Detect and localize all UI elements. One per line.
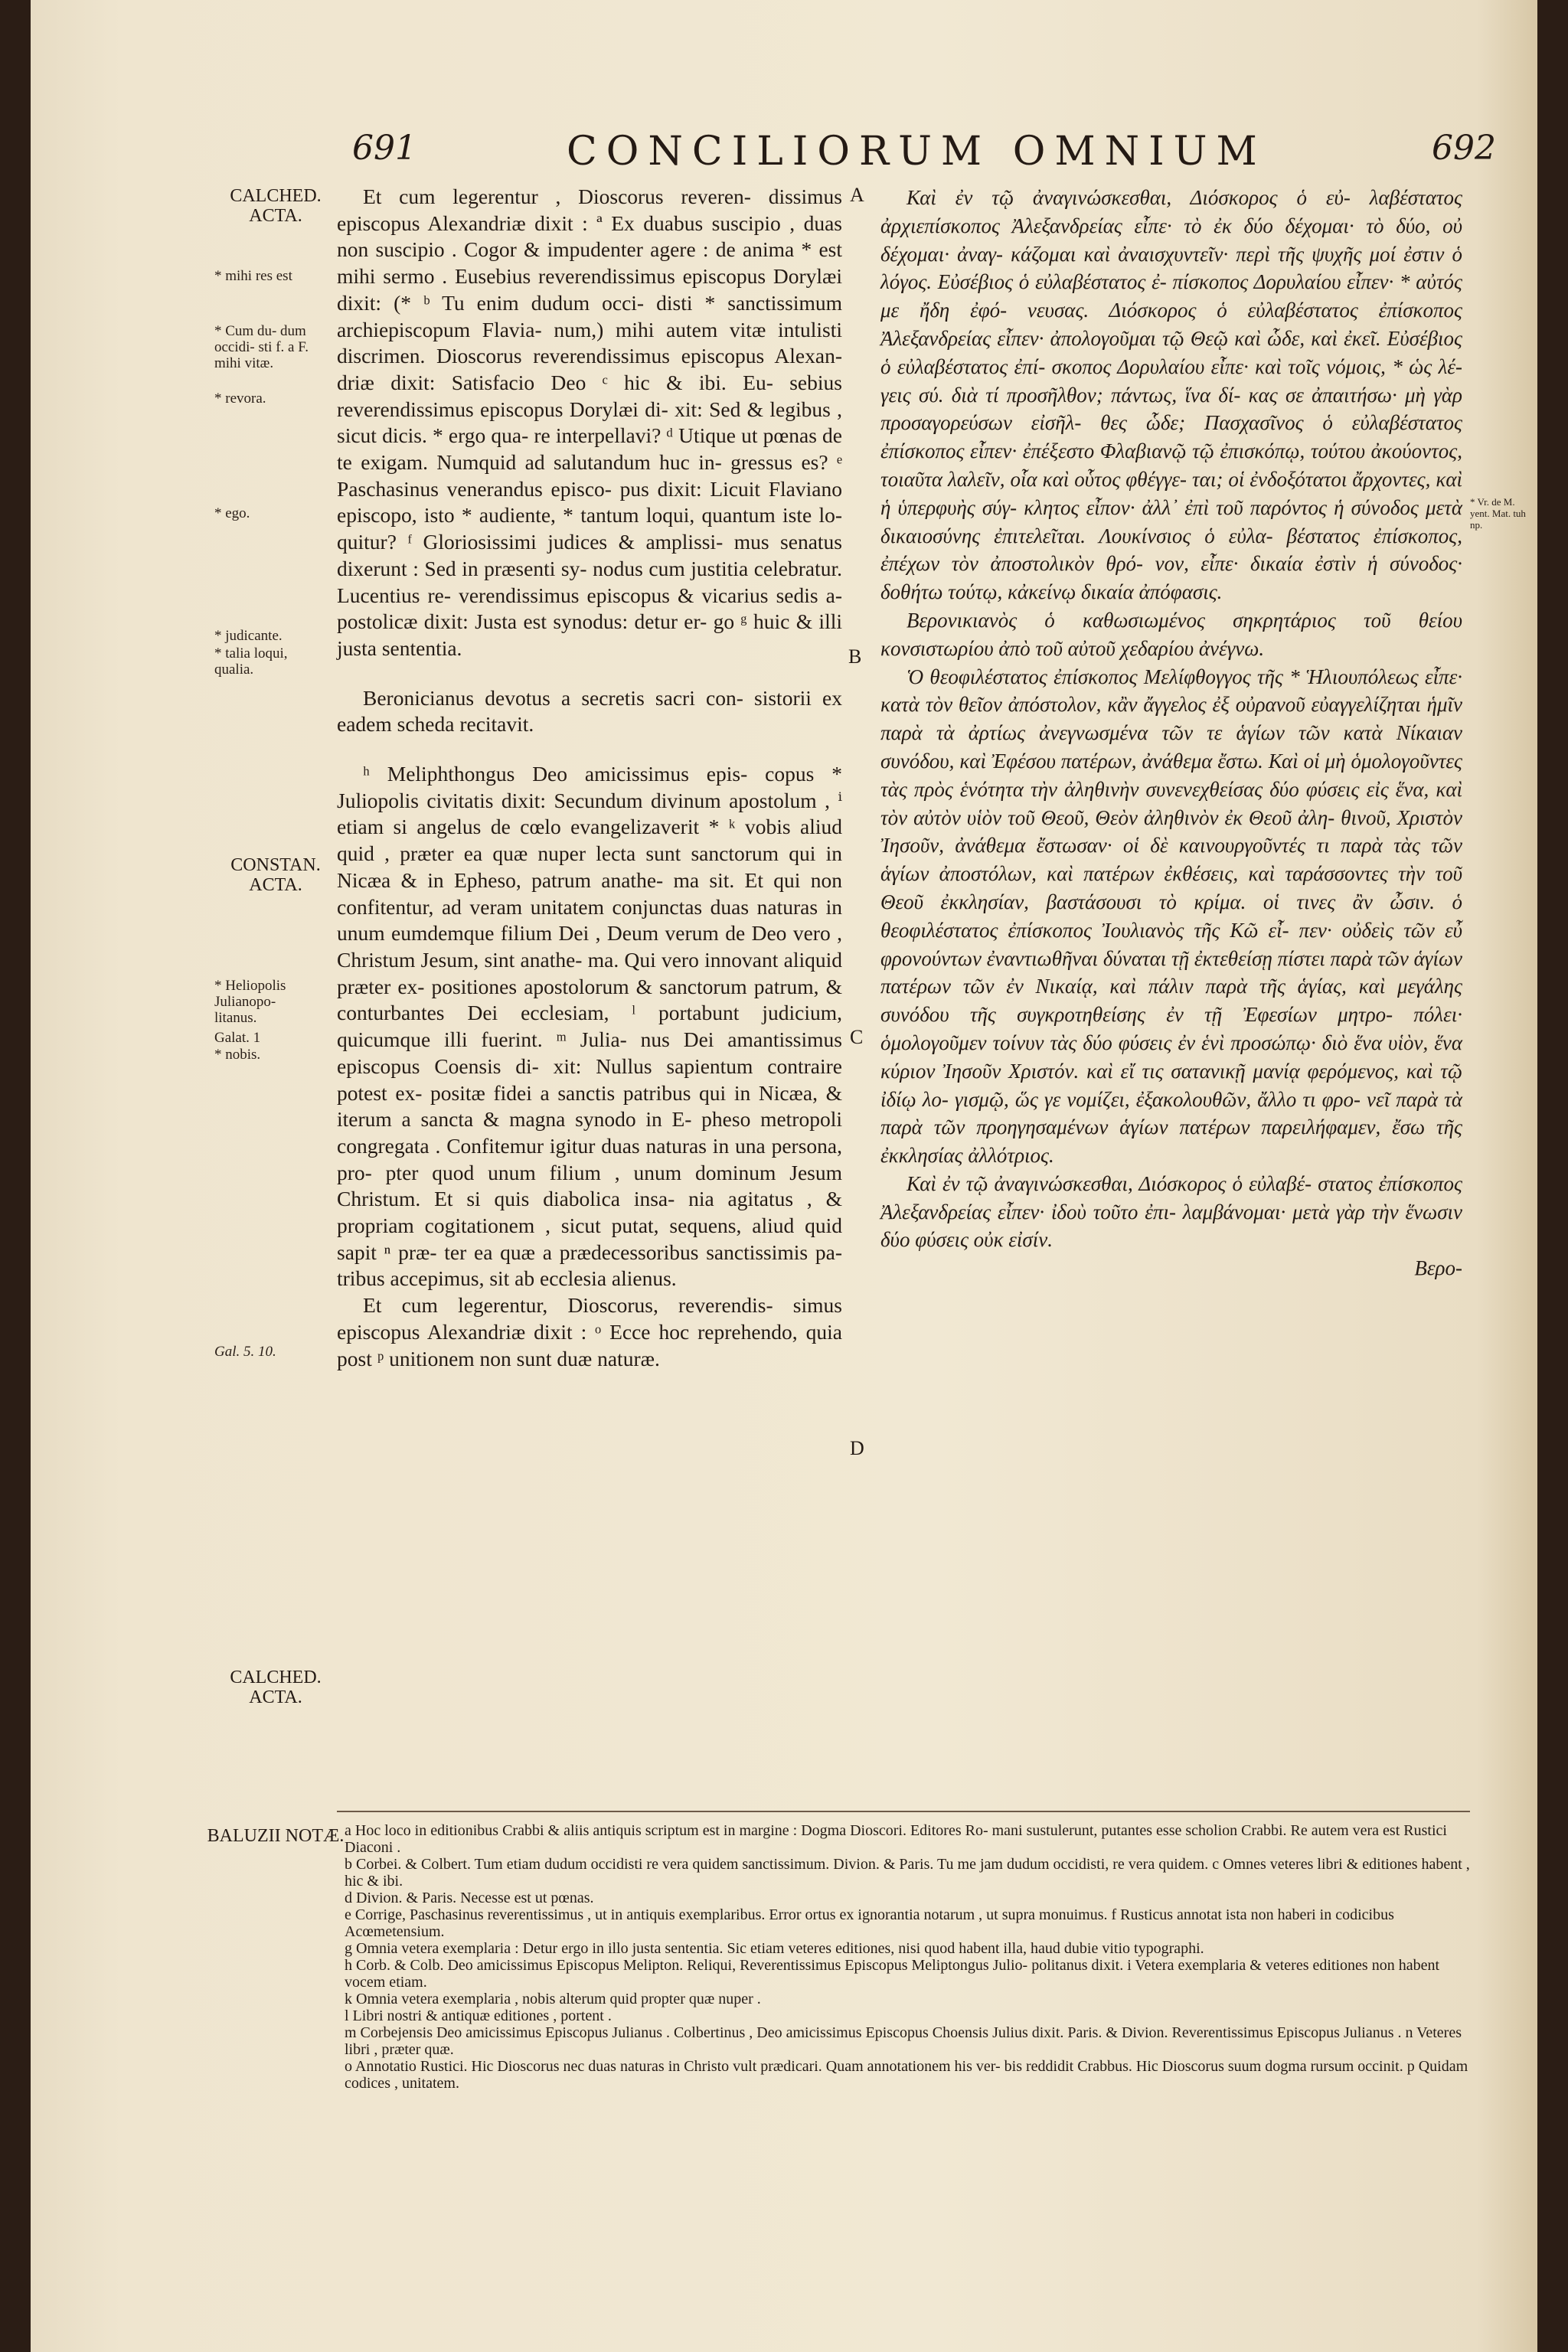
- footnotes: [345, 1822, 1470, 2092]
- running-title: CONCILIORUM OMNIUM: [567, 129, 1266, 175]
- footnote: e Corrige, Paschasinus reverentissimus , ut in antiquis exemplaribus. Error ortus ex ignorantia notarum , ut supra monuimus. f Rusticus annotat ista non haberi in codicibus Acœmetensium.: [345, 1906, 1394, 1940]
- margin-note: * Cum du- dum occidi- sti f. a F. mihi vitæ.: [214, 323, 309, 371]
- footnote: h Corb. & Colb. Deo amicissimus Episcopus Melipton. Reliqui, Reverentissimus Episcopus Meliptongus Julio- politanus dixit. i Vetera exemplaria & veteres editiones non habent vocem etiam.: [345, 1957, 1439, 1991]
- greek-paragraph: Βερονικιανὸς ὁ καθωσιωμένος σηκρητάριος τοῦ θείου κονσιστωρίου ἀπὸ τοῦ αὐτοῦ χεδαρίου ἀνέγνω.: [880, 608, 1462, 660]
- margin-note: * revora.: [214, 390, 266, 407]
- latin-paragraph: Et cum legerentur, Dioscorus, reverendis- simus episcopus Alexandriæ dixit : ᵒ Ecce hoc reprehendo, quia post ᵖ unitionem non sunt duæ naturæ.: [337, 1293, 842, 1370]
- footnote: k Omnia vetera exemplaria , nobis alterum quid propter quæ nuper .: [345, 1991, 761, 2007]
- greek-paragraph: Καὶ ἐν τῷ ἀναγινώσκεσθαι, Διόσκορος ὁ εὐ- λαβέστατος ἀρχιεπίσκοπος Ἀλεξανδρείας εἶπε· τὸ ἐκ δύο δέχομαι· τὸ δύο, οὐ δέχομαι· ἀναγ- κάζομαι καὶ ἀναισχυντεῖν· περὶ τῆς ψυχῆς μοί ἐστιν ὁ λόγος. Εὐσέβιος ὁ εὐλαβέστατος ἐ- πίσκοπος Δορυλαίου εἶπεν· * αὐτός με ἤδη ἐφό- νευσας. Διόσκορος ὁ εὐλαβέστατος ἐπίσκοπος Ἀλεξανδρείας εἶπεν· ἀπολογοῦμαι τῷ Θεῷ καὶ ὧδε, καὶ ἐκεῖ. Εὐσέβιος ὁ εὐλαβέστατος ἐπί- σκοπος Δορυλαίου εἶπε· καὶ τοῖς νόμοις, * ὡς λέ- γεις σύ. διὰ τί προσῆλθον; πάντως, ἵνα δί- κας σε ἀπαιτήσω· μὴ γὰρ προσαγορεύσων εἰσῆλ- θες ὧδε; Πασχασῖνος ὁ εὐλαβέστατος ἐπίσκοπος εἶπεν· ἐπέξεστο Φλαβιανῷ τῷ ἐπισκόπῳ, τούτου ἀκούοντος, τοιαῦτα λαλεῖν, οἷα καὶ οὗτος φθέγγε- ται; οἱ ἐνδοξότατοι ἄρχοντες, καὶ ἡ ὑπερφυὴς σύγ- κλητος εἶπον· ἀλλ᾽ ἐπὶ τοῦ παρόντος ἡ σύνοδος μετὰ δικαιοσύνης ἐπιτελεῖται. Λουκίνσιος ὁ εὐλα- βέστατος ἐπίσκοπος, ἐπέχων τὸν ἀποστολικὸν θρό- νον, εἶπε· δικαία ἐστὶν ἡ σύνοδος· δοθήτω τούτῳ, κἀκείνῳ δικαία ἀπόφασις.: [880, 186, 1462, 604]
- margin-note: * Heliopolis Julianopo- litanus.: [214, 978, 286, 1026]
- section-label-calched-2: CALCHED. ACTA.: [230, 1668, 322, 1707]
- column-letter: A: [850, 184, 864, 206]
- footnote-rule: [337, 1811, 1470, 1812]
- margin-note: Galat. 1: [214, 1030, 261, 1046]
- latin-paragraph: ʰ Meliphthongus Deo amicissimus epis- copus * Juliopolis civitatis dixit: Secundum divinum apostolum , ⁱ etiam si angelus de cœlo evangelizaverit * ᵏ vobis aliud quid , præter ea quæ nuper lecta sunt sanctorum qui in Nicæa & in Ephesо, patrum anathe- ma sit. Et qui non confitentur, ad veram unitatem conjunctas duas naturas in unum eumdemque filium Dei , Deum verum de Deo vero , Christum Jesum, sint anathe- ma. Qui vero innovant aliquid præter ex- positiones apostolorum & sanctorum patrum, & conturbantes Dei ecclesiam, ˡ portabunt judicium, quicumque illi fuerint. ᵐ Julia- nus Dei amantissimus episcopus Coensis di- xit: Nullus sapientum contraire potest ex- positæ fidei a sanctis patribus qui in Nicæa, & iterum a sancta & magna synodo in E- pheso metropoli congregata . Confitemur igitur duas naturas in una persona, pro- pter quod unum filium , unum dominum Jesum Christum. Et si quis diabolica insa- nia agitatus , & propriam cogitationem , sicut putat, sequens, aliud quid sapit ⁿ præ- ter ea quæ a prædecessoribus sanctissimis pa- tribus accepimus, sit ab ecclesia alienus.: [337, 762, 842, 1291]
- footnote: b Corbei. & Colbert. Tum etiam dudum occidisti re vera quidem sanctissimum. Divion. & Paris. Tu me jam dudum occidisti, re vera quidem. c Omnes veteres libri & editiones habent , hic & ibi.: [345, 1856, 1470, 1890]
- page-number-left: 691: [352, 129, 416, 168]
- footnote: m Corbejensis Deo amicissimus Episcopus Julianus . Colbertinus , Deo amicissimus Episcopus Choensis Julius dixit. Paris. & Divion. Reverentissimus Episcopus Julianus . n Veteres libri , præter quæ.: [345, 2024, 1462, 2058]
- right-margin-note: * Vr. de M. yent. Mat. tuh np.: [1470, 496, 1526, 531]
- catchword: Βερο-: [1414, 1256, 1462, 1280]
- column-letter: C: [850, 1026, 864, 1048]
- latin-paragraph: Beronicianus devotus a secretis sacri con- sistorii ex eadem scheda recitavit.: [337, 685, 842, 737]
- section-label-calched: CALCHED. ACTA.: [230, 186, 322, 226]
- greek-paragraph: Ὁ θεοφιλέστατος ἐπίσκοπος Μελίφθογγος τῆς * Ἡλιουπόλεως εἶπε· κατὰ τὸν θεῖον ἀπόστολον, κἂν ἄγγελος ἐξ οὐρανοῦ εὐαγγελίζηται ἡμῖν παρὰ τὰ ἀρτίως ἀνεγνωσμένα τῶν τε ἁγίων τῶν κατὰ Νίκαιαν συνόδου, καὶ Ἐφέσου πατέρων, ἀνάθεμα ἔστω. Καὶ οἱ μὴ ὁμολογοῦντες τὰς πρὸς ἑνότητα τὴν ἀληθινὴν συνενεχθείσας δύο φύσεις εἰς ἕνα, καὶ τὸν αὐτὸν υἱὸν τοῦ Θεοῦ, Θεὸν ἀληθινὸν ἐκ Θεοῦ ἀλη- θινοῦ, Χριστὸν Ἰησοῦν, ἀνάθεμα ἔστωσαν· οἱ δὲ καινουργοῦντές τι παρὰ τὰς τῶν ἁγίων ἀποστόλων, καὶ πατέρων ἐκθέσεις, καὶ ταράσσοντες τὴν τοῦ Θεοῦ ἐκκλησίαν, βαστάσουσι τὸ κρίμα. οἱ τινες ἂν ὦσιν. ὁ θεοφιλέστατος ἐπίσκοπος Ἰουλιανὸς τῆς Κῶ εἶ- πεν· οὐδεὶς τῶν εὖ φρονούντων ἐναντιωθῆναι δύναται τῇ ἐκτεθείσῃ πίστει παρὰ τῶν ἁγίων πατέρων τῶν ἐν Νικαίᾳ, καὶ πάλιν παρὰ τῆς ἁγίας, καὶ μεγάλης συνόδου τῆς συγκροτηθείσης ἐν τῇ Ἐφεσίων μητρο- πόλει· ὁμολογοῦμεν τοίνυν τὰς δύο φύσεις ἐν ἑνὶ προσώπῳ· διὸ ἕνα υἱὸν, ἕνα κύριον Ἰησοῦν Χριστόν. καὶ εἴ τις σατανικῇ μανίᾳ φερόμενος, καὶ τῷ ἰδίῳ λο- γισμῷ, ὥς γε νομίζει, ἐξακολουθῶν, ἄλλο τι φρο- νεῖ παρὰ τὰ παρὰ τῶν προηγησαμένων ἁγίων πατέρων παρειλήφαμεν, ἔσω τῆς ἐκκλησίας ἀλλότριος.: [880, 665, 1462, 1168]
- greek-paragraph: Καὶ ἐν τῷ ἀναγινώσκεσθαι, Διόσκορος ὁ εὐλαβέ- στατος ἐπίσκοπος Ἀλεξανδρείας εἶπεν· ἰδοὺ τοῦτο ἐπι- λαμβάνομαι· μετὰ γὰρ τὴν ἕνωσιν δύο φύσεις οὐκ εἰσίν.: [880, 1171, 1462, 1252]
- margin-note: Gal. 5. 10.: [214, 1344, 276, 1360]
- margin-note: * judicante.: [214, 628, 283, 644]
- margin-note: * talia loqui, qualia.: [214, 645, 288, 678]
- margin-note: * ego.: [214, 505, 250, 521]
- footnote: d Divion. & Paris. Necesse est ut pœnas.: [345, 1890, 594, 1906]
- section-label-notes: BALUZII NOTÆ.: [207, 1826, 345, 1846]
- book-page: [31, 0, 1537, 2352]
- column-letter: B: [848, 645, 862, 668]
- latin-column: [337, 184, 842, 1372]
- section-label-constan: CONSTAN. ACTA.: [230, 855, 321, 895]
- latin-paragraph: Et cum legerentur , Dioscorus reveren- dissimus episcopus Alexandriæ dixit : ª Ex duabus suscipio , duas non suscipio . Cogor & impudenter agere : de anima * est mihi sermo . Eusebius reverendissimus episcopus Dorylæi dixit: (* ᵇ Tu enim dudum occi- disti * sanctissimum archiepiscopum Flavia- num,) mihi autem vitæ intulisti discrimen. Dioscorus reverendissimus episcopus Alexan- driæ dixit: Satisfacio Deo ᶜ hic & ibi. Eu- sebius reverendissimus episcopus Dorylæi di- xit: Sed & legibus , sicut dicis. * ergo qua- re interpellavi? ᵈ Utique ut pœnas de te exigam. Numquid ad salutandum huc in- gressus es? ᵉ Paschasinus venerandus episco- pus dixit: Licuit Flaviano episcopo, isto * audiente, * tantum loqui, quantum iste lo- quitur? ᶠ Gloriosissimi judices & amplissi- mus senatus dixerunt : Sed in præsenti sy- nodus cum justitia celebratur. Lucentius re- verendissimus episcopus & vicarius sedis a- postolicæ dixit: Justa est synodus: detur er- go ᵍ huic & illi justa sententia.: [337, 185, 842, 660]
- footnote: l Libri nostri & antiquæ editiones , portent .: [345, 2007, 612, 2024]
- margin-note: * nobis.: [214, 1047, 261, 1063]
- column-letter: D: [850, 1437, 864, 1459]
- footnote: a Hoc loco in editionibus Crabbi & aliis antiquis scriptum est in margine : Dogma Dioscori. Editores Ro- mani sustulerunt, putantes esse scholion Crabbi. Re autem vera est Rustici Diaconi .: [345, 1822, 1447, 1856]
- margin-note: * mihi res est: [214, 268, 292, 284]
- footnote: g Omnia vetera exemplaria : Detur ergo in illo justa sententia. Sic etiam veteres editiones, nisi quod habent illa, haud dubie vitio typographi.: [345, 1940, 1204, 1957]
- footnote: o Annotatio Rustici. Hic Dioscorus nec duas naturas in Christo vult prædicari. Quam annotationem his ver- bis reddidit Crabbus. Hic Dioscorus suum dogma rursum occinit. p Quidam codices , unitatem.: [345, 2058, 1468, 2092]
- greek-column: [880, 184, 1462, 1282]
- page-number-right: 692: [1432, 129, 1496, 168]
